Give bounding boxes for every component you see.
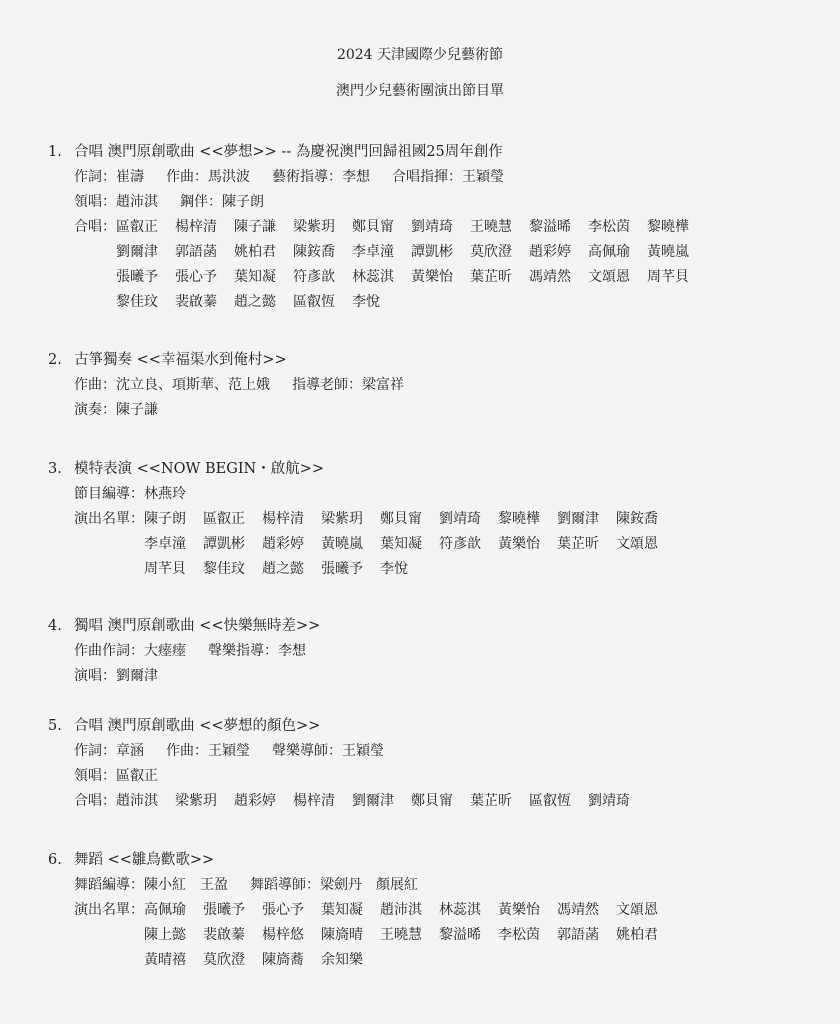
performer-name: 鄭貝甯	[352, 219, 394, 235]
performer-name: 林蕊淇	[439, 902, 481, 918]
roster-label: 合唱：	[74, 793, 116, 809]
performer-name: 高佩瑜	[588, 244, 630, 260]
performer-name: 張曦予	[116, 269, 158, 285]
performer-name: 文頌恩	[588, 269, 630, 285]
credit-line	[48, 398, 818, 423]
performer-name: 黎曉樺	[498, 511, 540, 527]
performer-name: 張心予	[175, 269, 217, 285]
credit-text: 節目編導：林燕玲	[74, 486, 186, 502]
item-title: 古箏獨奏 <<幸福渠水到俺村>>	[74, 352, 287, 368]
credit-text: 舞蹈導師：梁劍丹 顏展紅	[250, 877, 418, 893]
credit-text: 領唱：趙沛淇	[74, 194, 158, 210]
performer-name: 梁紫玥	[293, 219, 335, 235]
performer-name: 裴啟蓁	[175, 294, 217, 310]
credit-line	[48, 764, 818, 789]
performer-name: 王曉慧	[380, 927, 422, 943]
roster-row	[48, 290, 818, 315]
performer-name: 梁紫玥	[175, 793, 217, 809]
item-title-line	[48, 848, 818, 873]
program-item-2	[48, 348, 818, 423]
performer-name: 梁紫玥	[321, 511, 363, 527]
performer-name: 葉芷昕	[470, 269, 512, 285]
performer-name: 李卓潼	[352, 244, 394, 260]
performer-name: 葉知凝	[321, 902, 363, 918]
performer-name: 莫欣澄	[203, 952, 245, 968]
performer-name: 李卓潼	[144, 536, 186, 552]
performer-name: 黎佳玟	[116, 294, 158, 310]
performer-name: 裴啟蓁	[203, 927, 245, 943]
performer-name: 劉靖琦	[588, 793, 630, 809]
roster-row	[48, 215, 818, 240]
item-title: 合唱 澳門原創歌曲 <<夢想>> -- 為慶祝澳門回歸祖國25周年創作	[74, 144, 503, 160]
performer-name: 區叡恆	[529, 793, 571, 809]
roster-row	[48, 240, 818, 265]
performer-name: 郭語菡	[557, 927, 599, 943]
item-title: 獨唱 澳門原創歌曲 <<快樂無時差>>	[74, 618, 321, 634]
performer-name: 黎溢晞	[439, 927, 481, 943]
item-number: 5.	[48, 718, 62, 734]
credit-text: 合唱指揮：王穎瑩	[392, 169, 504, 185]
credit-text: 作曲作詞：大瘗瘗	[74, 643, 186, 659]
performer-name: 趙彩婷	[529, 244, 571, 260]
performer-name: 鄭貝甯	[411, 793, 453, 809]
roster-row	[48, 898, 818, 923]
performer-name: 文頌恩	[616, 902, 658, 918]
performer-name: 譚凱彬	[411, 244, 453, 260]
performer-name: 劉爾津	[352, 793, 394, 809]
performer-name: 黃樂怡	[411, 269, 453, 285]
credit-text: 鋼伴：陳子朗	[180, 194, 264, 210]
performer-name: 莫欣澄	[470, 244, 512, 260]
performer-name: 黃晴禧	[144, 952, 186, 968]
performer-name: 趙沛淇	[380, 902, 422, 918]
performer-name: 區叡恆	[293, 294, 335, 310]
performer-name: 張心予	[262, 902, 304, 918]
performer-name: 鄭貝甯	[380, 511, 422, 527]
performer-name: 葉知凝	[234, 269, 276, 285]
item-title: 合唱 澳門原創歌曲 <<夢想的顏色>>	[74, 718, 321, 734]
roster-label: 合唱：	[74, 219, 116, 235]
credit-line	[48, 639, 818, 664]
performer-name: 陳上懿	[144, 927, 186, 943]
performer-name: 楊梓清	[293, 793, 335, 809]
performer-name: 張曦予	[203, 902, 245, 918]
credit-line	[48, 664, 818, 689]
performer-name: 陳子謙	[234, 219, 276, 235]
roster-row	[48, 923, 818, 948]
performer-name: 譚凱彬	[203, 536, 245, 552]
item-number: 3.	[48, 461, 62, 477]
credit-line	[48, 873, 818, 898]
page-subtitle: 澳門少兒藝術團演出節目單	[336, 83, 504, 99]
credit-text: 領唱：區叡正	[74, 768, 158, 784]
credit-text: 作曲：馬洪波	[166, 169, 250, 185]
performer-name: 黃曉嵐	[647, 244, 689, 260]
performer-name: 劉爾津	[116, 244, 158, 260]
performer-name: 符彥歆	[293, 269, 335, 285]
program-item-4	[48, 614, 818, 689]
performer-name: 李松茵	[588, 219, 630, 235]
performer-name: 楊梓清	[262, 511, 304, 527]
performer-name: 陳旖蕎	[262, 952, 304, 968]
credit-text: 演奏：陳子謙	[74, 402, 158, 418]
performer-name: 趙彩婷	[262, 536, 304, 552]
performer-name: 趙之懿	[262, 561, 304, 577]
program-item-1	[48, 140, 818, 315]
item-number: 2.	[48, 352, 62, 368]
credit-text: 聲樂指導：李想	[208, 643, 306, 659]
performer-name: 高佩瑜	[144, 902, 186, 918]
performer-name: 姚柏君	[234, 244, 276, 260]
program-item-6	[48, 848, 818, 973]
performer-name: 郭語菡	[175, 244, 217, 260]
page-title: 2024 天津國際少兒藝術節	[336, 47, 504, 63]
credit-line	[48, 482, 818, 507]
roster-row	[48, 789, 818, 814]
performer-name: 黎溢晞	[529, 219, 571, 235]
credit-text: 演唱：劉爾津	[74, 668, 158, 684]
performer-name: 李松茵	[498, 927, 540, 943]
performer-name: 李悅	[380, 561, 408, 577]
credit-line	[48, 373, 818, 398]
item-number: 6.	[48, 852, 62, 868]
roster-row	[48, 557, 818, 582]
performer-name: 葉芷昕	[557, 536, 599, 552]
program-item-3	[48, 457, 818, 582]
performer-name: 陳旖晴	[321, 927, 363, 943]
item-number: 1.	[48, 144, 62, 160]
performer-name: 劉靖琦	[411, 219, 453, 235]
performer-name: 李悅	[352, 294, 380, 310]
roster-row	[48, 265, 818, 290]
item-number: 4.	[48, 618, 62, 634]
performer-name: 楊梓悠	[262, 927, 304, 943]
item-title: 舞蹈 <<雛鳥歡歌>>	[74, 852, 215, 868]
item-title-line	[48, 614, 818, 639]
performer-name: 符彥歆	[439, 536, 481, 552]
performer-name: 區叡正	[203, 511, 245, 527]
performer-name: 陳子朗	[144, 511, 186, 527]
item-title-line	[48, 140, 818, 165]
performer-name: 周芊貝	[144, 561, 186, 577]
performer-name: 劉靖琦	[439, 511, 481, 527]
item-title-line	[48, 714, 818, 739]
performer-name: 葉芷昕	[470, 793, 512, 809]
performer-name: 馮靖然	[529, 269, 571, 285]
roster-row	[48, 507, 818, 532]
credit-text: 作詞：崔濤	[74, 169, 144, 185]
credit-text: 作曲：沈立良、項斯華、范上娥	[74, 377, 270, 393]
roster-label: 演出名單：	[74, 902, 144, 918]
performer-name: 張曦予	[321, 561, 363, 577]
credit-text: 作曲：王穎瑩	[166, 743, 250, 759]
performer-name: 文頌恩	[616, 536, 658, 552]
roster-label: 演出名單：	[74, 511, 144, 527]
credit-line	[48, 190, 818, 215]
roster-row	[48, 532, 818, 557]
performer-name: 楊梓清	[175, 219, 217, 235]
credit-line	[48, 165, 818, 190]
performer-name: 趙沛淇	[116, 793, 158, 809]
performer-name: 姚柏君	[616, 927, 658, 943]
performer-name: 陳銨喬	[293, 244, 335, 260]
performer-name: 劉爾津	[557, 511, 599, 527]
credit-text: 作詞：章涵	[74, 743, 144, 759]
performer-name: 王曉慧	[470, 219, 512, 235]
performer-name: 黃曉嵐	[321, 536, 363, 552]
performer-name: 黎佳玟	[203, 561, 245, 577]
item-title: 模特表演 <<NOW BEGIN・啟航>>	[74, 461, 325, 477]
performer-name: 葉知凝	[380, 536, 422, 552]
credit-line	[48, 739, 818, 764]
performer-name: 趙之懿	[234, 294, 276, 310]
credit-text: 指導老師：梁富祥	[292, 377, 404, 393]
performer-name: 趙彩婷	[234, 793, 276, 809]
performer-name: 黃樂怡	[498, 536, 540, 552]
performer-name: 余知樂	[321, 952, 363, 968]
item-title-line	[48, 457, 818, 482]
performer-name: 區叡正	[116, 219, 158, 235]
credit-text: 藝術指導：李想	[272, 169, 370, 185]
program-item-5	[48, 714, 818, 814]
credit-text: 舞蹈編導：陳小紅 王盈	[74, 877, 228, 893]
performer-name: 黃樂怡	[498, 902, 540, 918]
performer-name: 林蕊淇	[352, 269, 394, 285]
performer-name: 馮靖然	[557, 902, 599, 918]
performer-name: 陳銨喬	[616, 511, 658, 527]
credit-text: 聲樂導師：王穎瑩	[272, 743, 384, 759]
performer-name: 周芊貝	[647, 269, 689, 285]
performer-name: 黎曉樺	[647, 219, 689, 235]
roster-row	[48, 948, 818, 973]
item-title-line	[48, 348, 818, 373]
